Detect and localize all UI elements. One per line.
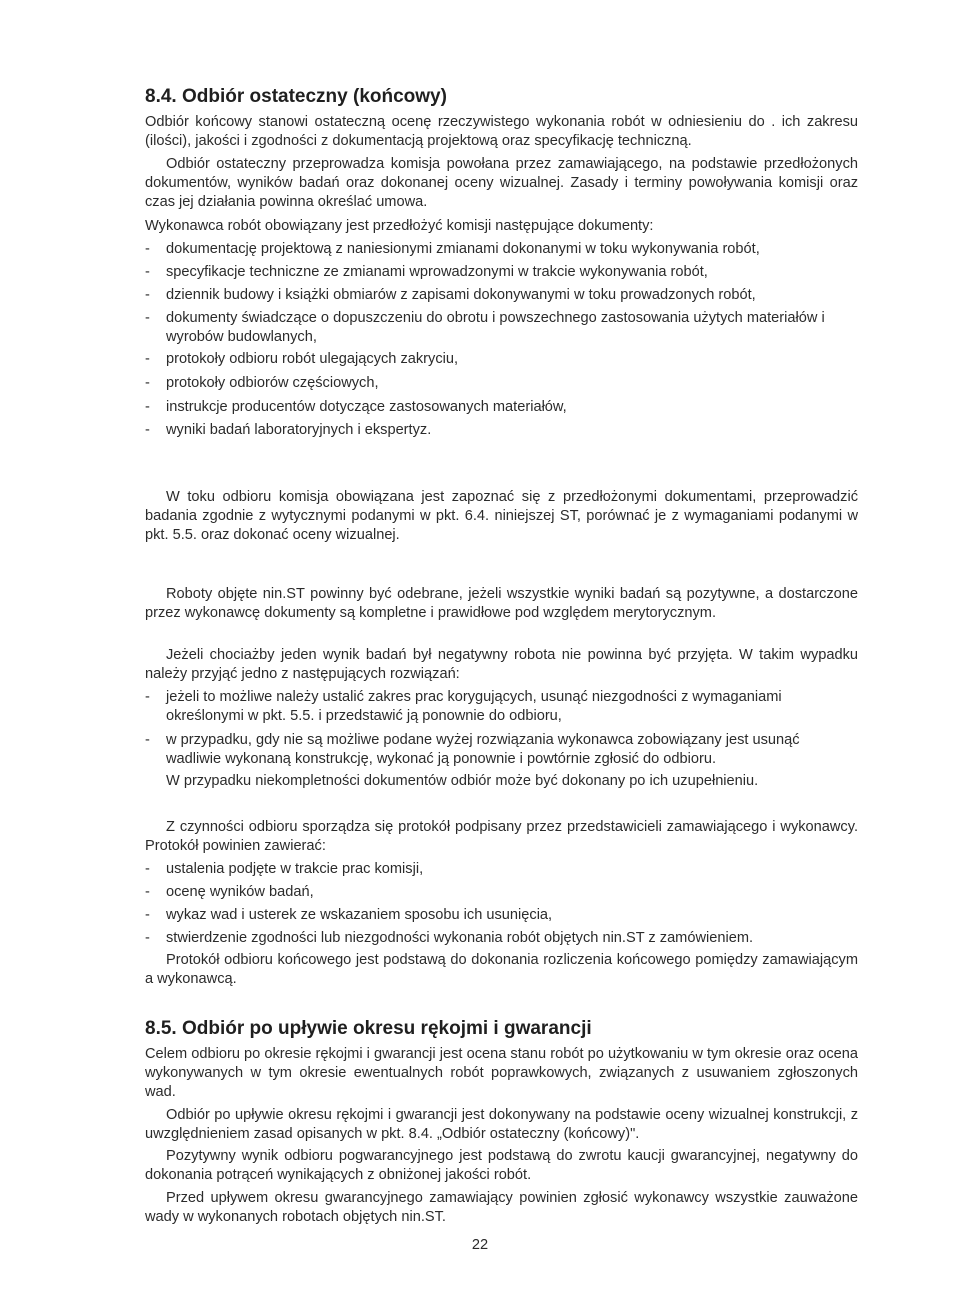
list-item-document: - specyfikacje techniczne ze zmianami wprowadzonymi w trakcie wykonywania robót, [145, 264, 708, 280]
list-item-document: - protokoły odbioru robót ulegających zakryciu, [145, 351, 459, 367]
paragraph-warranty-basis: Odbiór po upływie okresu rękojmi i gwarancji jest dokonywany na podstawie oceny wizualnej konstrukcji, z uwzględnieniem zasad opisanych w pkt. 8.4. „Odbiór ostateczny (końcowy)". [145, 1107, 858, 1142]
list-item-document: - dokumenty świadczące o dopuszczeniu do obrotu i powszechnego zastosowania użytych materiałów i wyrobów budowlanych, [145, 310, 825, 345]
paragraph-warranty-result: Pozytywny wynik odbioru pogwarancyjnego jest podstawą do zwrotu kaucji gwarancyjnej, negatywny do dokonania potrąceń wynikających z obniżonej jakości robót. [145, 1148, 858, 1183]
paragraph-acceptance-criteria: Roboty objęte nin.ST powinny być odebrane, jeżeli wszystkie wyniki badań są pozytywne, a dostarczone przez wykonawcę dokumenty są kompletne i prawidłowe pod względem merytorycznym. [145, 586, 858, 621]
paragraph-final-acceptance-definition: Odbiór końcowy stanowi ostateczną ocenę rzeczywistego wykonania robót w odniesieniu do . ich zakresu (ilości), jakości i zgodności z dokumentacją projektową oraz specyfikację techniczną. [145, 114, 858, 149]
paragraph-protocol-intro: Z czynności odbioru sporządza się protokół podpisany przez przedstawicieli zamawiającego i wykonawcy. Protokół powinien zawierać: [145, 819, 858, 854]
list-item-document: - dokumentację projektową z naniesionymi zmianami dokonanymi w toku wykonywania robót, [145, 241, 760, 257]
paragraph-incomplete-documents: W przypadku niekompletności dokumentów odbiór może być dokonany po ich uzupełnieniu. [166, 773, 759, 789]
section-8-5-title: 8.5. Odbiór po upływie okresu rękojmi i gwarancji [145, 1018, 592, 1039]
list-item-protocol: - stwierdzenie zgodności lub niezgodności wykonania robót objętych nin.ST z zamówieniem. [145, 930, 754, 946]
paragraph-warranty-defects: Przed upływem okresu gwarancyjnego zamawiający powinien zgłosić wykonawcy wszystkie zauważone wady w wykonanych robotach objętych nin.ST. [145, 1190, 858, 1225]
list-item-document: - dziennik budowy i książki obmiarów z zapisami dokonywanymi w toku prowadzonych robót, [145, 287, 756, 303]
list-item-protocol: - wykaz wad i usterek ze wskazaniem sposobu ich usunięcia, [145, 907, 553, 923]
paragraph-final-settlement: Protokół odbioru końcowego jest podstawą do dokonania rozliczenia końcowego pomiędzy zamawiającym a wykonawcą. [145, 952, 858, 987]
paragraph-commission-review: W toku odbioru komisja obowiązana jest zapoznać się z przedłożonymi dokumentami, przeprowadzić badania zgodnie z wytycznymi podanymi w pkt. 6.4. niniejszej ST, porównać je z wymaganiami podanymi w pkt. 5.5. oraz dokonać oceny wizualnej. [145, 489, 858, 543]
list-item-protocol: - ustalenia podjęte w trakcie prac komisji, [145, 861, 424, 877]
list-item-option: - jeżeli to możliwe należy ustalić zakres prac korygujących, usunąć niezgodności z wymaganiami określonymi w pkt. 5.5. i przedstawić ją ponownie do odbioru, [145, 689, 782, 724]
page-number: 22 [471, 1237, 489, 1253]
list-item-option: - w przypadku, gdy nie są możliwe podane wyżej rozwiązania wykonawca zobowiązany jest usunąć wadliwie wykonaną konstrukcję, wykonać ją ponownie i powtórnie zgłosić do odbioru. [145, 732, 800, 767]
list-item-document: - wyniki badań laboratoryjnych i ekspertyz. [145, 422, 432, 438]
list-item-document: - protokoły odbiorów częściowych, [145, 375, 379, 391]
list-item-protocol: - ocenę wyników badań, [145, 884, 314, 900]
section-8-4-title: 8.4. Odbiór ostateczny (końcowy) [145, 86, 447, 107]
paragraph-negative-result: Jeżeli chociażby jeden wynik badań był negatywny robota nie powinna być przyjęta. W takim wypadku należy przyjąć jedno z następujących rozwiązań: [145, 647, 858, 682]
paragraph-commission: Odbiór ostateczny przeprowadza komisja powołana przez zamawiającego, na podstawie przedłożonych dokumentów, wyników badań oraz dokonanej oceny wizualnej. Zasady i terminy powoływania komisji oraz czas jej działania powinna określać umowa. [145, 156, 858, 210]
list-item-document: - instrukcje producentów dotyczące zastosowanych materiałów, [145, 399, 567, 415]
paragraph-warranty-purpose: Celem odbioru po okresie rękojmi i gwarancji jest ocena stanu robót po użytkowaniu w tym okresie oraz ocena wykonywanych w tym okresie ewentualnych robót poprawkowych, związanych z usuwaniem zgłoszonych wad. [145, 1046, 858, 1100]
paragraph-documents-intro: Wykonawca robót obowiązany jest przedłożyć komisji następujące dokumenty: [145, 218, 654, 234]
